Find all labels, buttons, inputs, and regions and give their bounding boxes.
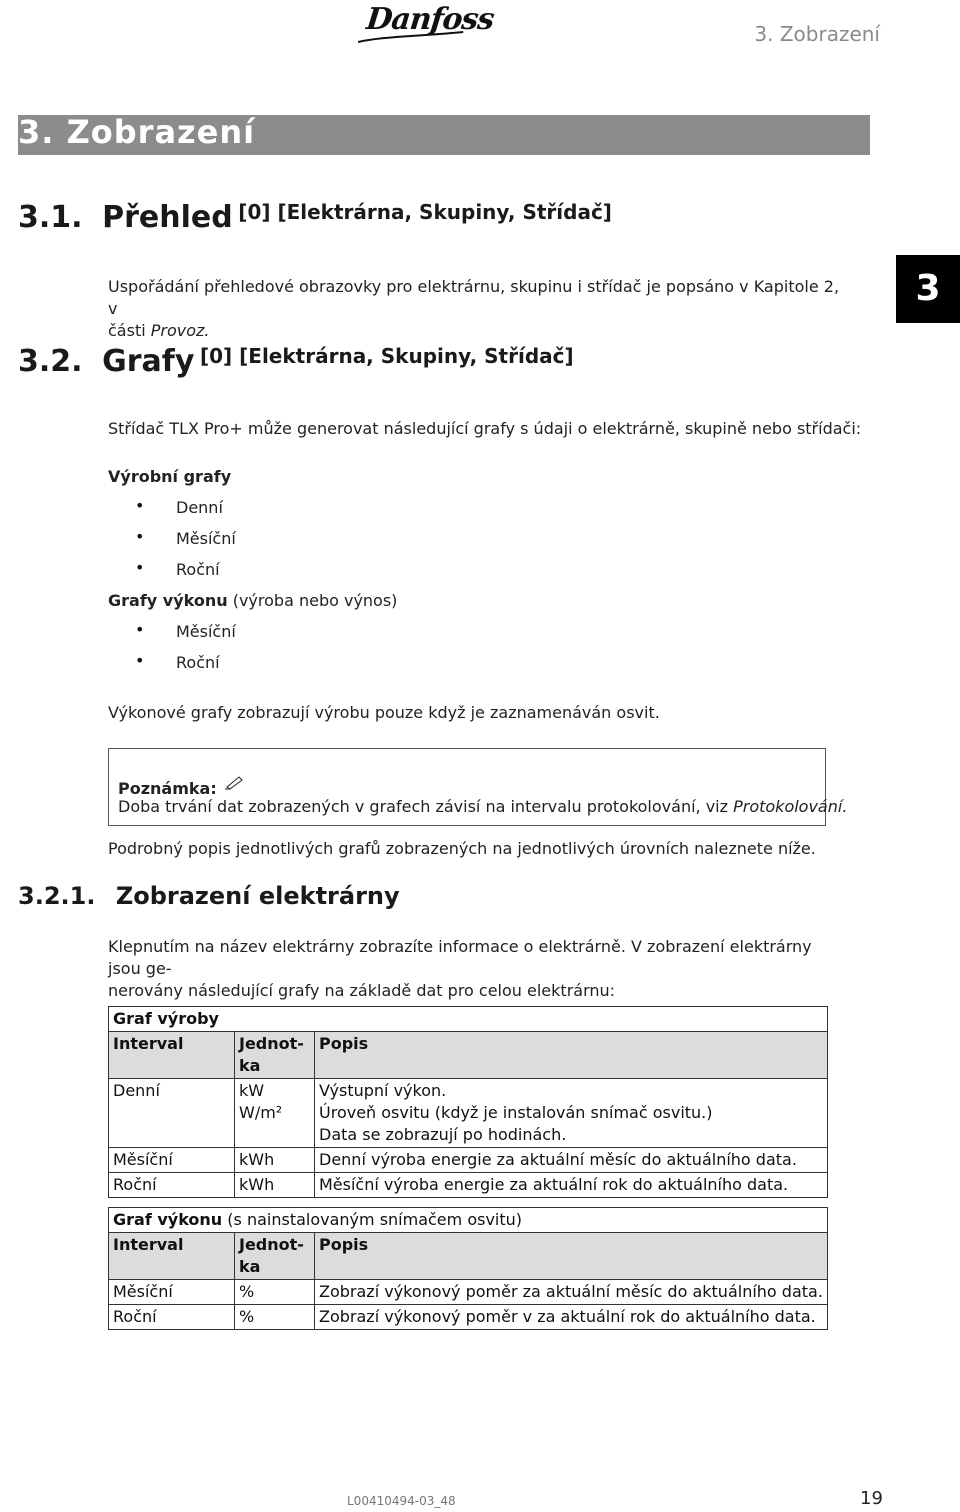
- table-cell: Měsíční: [109, 1280, 235, 1305]
- text-span: části: [108, 321, 151, 340]
- production-charts-heading: Výrobní grafy: [108, 467, 232, 486]
- italic-reference: Provoz.: [150, 321, 210, 340]
- section-number: 3.2.: [18, 344, 83, 379]
- table-cell: Roční: [109, 1173, 235, 1198]
- cell-text: W/m²: [239, 1103, 283, 1122]
- bullet-icon: •: [135, 651, 145, 670]
- table-row: [109, 1280, 828, 1305]
- section-3-1-text: [108, 276, 848, 342]
- table-cell: %: [235, 1305, 315, 1330]
- cell-text: Úroveň osvitu (když je instalován snímač osvitu.): [319, 1103, 713, 1122]
- list-item: Roční: [176, 560, 220, 579]
- table-cell: Zobrazí výkonový poměr v za aktuální rok do aktuálního data.: [315, 1305, 828, 1330]
- table-cell: Měsíční: [109, 1148, 235, 1173]
- header-cell: Interval: [109, 1032, 235, 1079]
- performance-charts-heading: [108, 590, 397, 612]
- section-heading-3-2: [18, 344, 574, 379]
- note-label: Poznámka:: [118, 779, 217, 798]
- text-line: Uspořádání přehledové obrazovky pro elektrárnu, skupinu i střídač je popsáno v Kapitole 2, v: [108, 277, 840, 318]
- section-3-2-1-text: [108, 936, 838, 1002]
- table-header-row: [109, 1233, 828, 1280]
- section-title: Grafy: [102, 344, 195, 379]
- section-3-2-intro: Střídač TLX Pro+ může generovat následující grafy s údaji o elektrárně, skupině nebo střídači:: [108, 419, 862, 438]
- header-cell: Popis: [315, 1032, 828, 1079]
- section-heading-3-1: [18, 200, 612, 235]
- bullet-icon: •: [135, 558, 145, 577]
- table-row: [109, 1305, 828, 1330]
- table-cell: Denní: [109, 1079, 235, 1148]
- list-item: Měsíční: [176, 529, 236, 548]
- caption-bold: Graf výkonu: [113, 1210, 223, 1229]
- table-row: [109, 1173, 828, 1198]
- header-cell: [235, 1233, 315, 1280]
- table-row: [109, 1148, 828, 1173]
- page-number: 19: [860, 1488, 883, 1509]
- table-header-row: [109, 1032, 828, 1079]
- pencil-note-icon: [224, 774, 246, 796]
- bullet-icon: •: [135, 496, 145, 515]
- document-code: L00410494-03_48: [347, 1494, 456, 1508]
- table-caption: [109, 1208, 828, 1233]
- detail-description: Podrobný popis jednotlivých grafů zobrazených na jednotlivých úrovních naleznete níže.: [108, 839, 816, 858]
- section-title: Přehled: [102, 200, 233, 235]
- cell-text: Výstupní výkon.: [319, 1081, 447, 1100]
- text-line: Klepnutím na název elektrárny zobrazíte informace o elektrárně. V zobrazení elektrárny jsou ge-: [108, 937, 812, 978]
- table-cell: kWh: [235, 1173, 315, 1198]
- table-cell: kWh: [235, 1148, 315, 1173]
- section-heading-3-2-1: [18, 882, 400, 910]
- table-caption-row: [109, 1007, 828, 1032]
- cell-text: kW: [239, 1081, 265, 1100]
- note-body: Doba trvání dat zobrazených v grafech závisí na intervalu protokolování, viz: [118, 797, 734, 816]
- heading-rest: (výroba nebo výnos): [227, 591, 398, 610]
- table-caption: Graf výroby: [109, 1007, 828, 1032]
- list-item: Denní: [176, 498, 223, 517]
- table-cell: [235, 1079, 315, 1148]
- table-cell: Denní výroba energie za aktuální měsíc do aktuálního data.: [315, 1148, 828, 1173]
- table-caption-row: [109, 1208, 828, 1233]
- table-row: [109, 1079, 828, 1148]
- chapter-tab: 3: [896, 255, 960, 323]
- table-cell: Zobrazí výkonový poměr za aktuální měsíc do aktuálního data.: [315, 1280, 828, 1305]
- performance-chart-table: [108, 1207, 828, 1330]
- header-cell: Interval: [109, 1233, 235, 1280]
- table-cell: [315, 1079, 828, 1148]
- header-text: Jednot-: [239, 1235, 304, 1254]
- list-item: Měsíční: [176, 622, 236, 641]
- production-chart-table: [108, 1006, 828, 1198]
- section-tags: [0] [Elektrárna, Skupiny, Střídač]: [238, 200, 612, 224]
- section-number: 3.2.1.: [18, 882, 96, 910]
- logo-text: Danfoss: [364, 2, 496, 37]
- section-title: Zobrazení elektrárny: [115, 882, 400, 910]
- caption-rest: (s nainstalovaným snímačem osvitu): [222, 1210, 523, 1229]
- cell-text: Data se zobrazují po hodinách.: [319, 1125, 567, 1144]
- section-tags: [0] [Elektrárna, Skupiny, Střídač]: [199, 344, 574, 368]
- heading-bold: Grafy výkonu: [108, 591, 228, 610]
- table-cell: Roční: [109, 1305, 235, 1330]
- header-cell: [235, 1032, 315, 1079]
- text-line: nerovány následující grafy na základě dat pro celou elektrárnu:: [108, 981, 616, 1000]
- text-line: [108, 320, 848, 342]
- table-cell: Měsíční výroba energie za aktuální rok do aktuálního data.: [315, 1173, 828, 1198]
- running-header: 3. Zobrazení: [754, 22, 880, 46]
- bullet-icon: •: [135, 527, 145, 546]
- note-reference-link: Protokolování.: [733, 797, 848, 816]
- danfoss-logo: [354, 2, 496, 46]
- table-cell: %: [235, 1280, 315, 1305]
- header-text: Jednot-: [239, 1034, 304, 1053]
- header-text: ka: [239, 1257, 261, 1276]
- header-text: ka: [239, 1056, 261, 1075]
- header-cell: Popis: [315, 1233, 828, 1280]
- note-text: [118, 796, 847, 818]
- performance-note-text: Výkonové grafy zobrazují výrobu pouze když je zaznamenáván osvit.: [108, 703, 660, 722]
- bullet-icon: •: [135, 620, 145, 639]
- section-number: 3.1.: [18, 200, 83, 235]
- chapter-title: 3. Zobrazení: [18, 113, 256, 151]
- list-item: Roční: [176, 653, 220, 672]
